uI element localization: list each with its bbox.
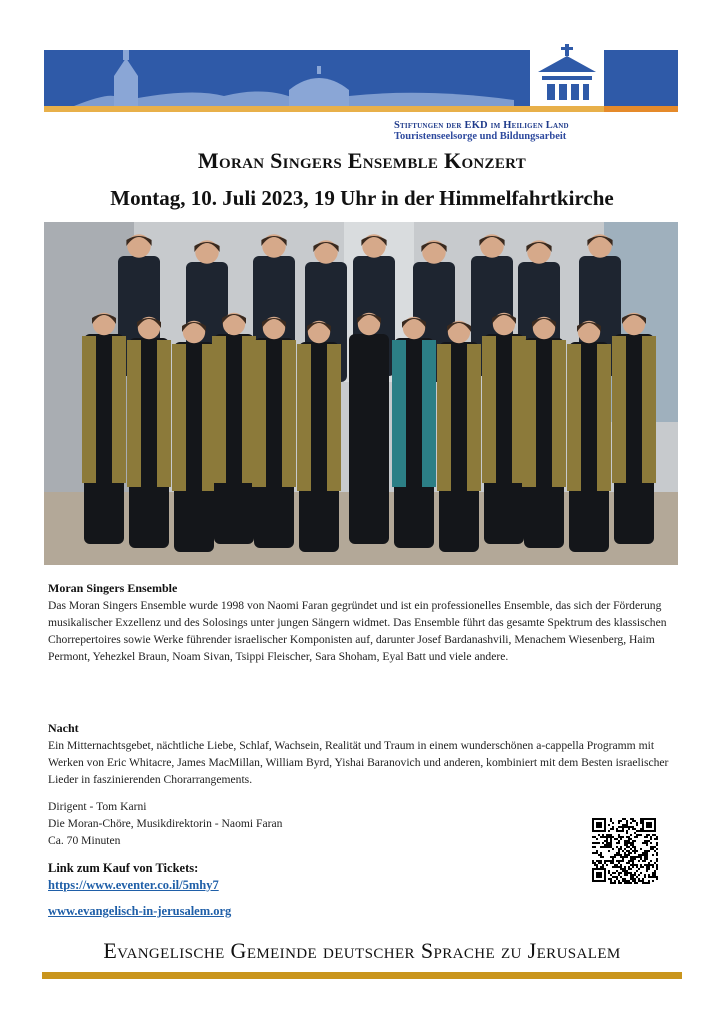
- tickets-section: [48, 860, 219, 894]
- website-link[interactable]: www.evangelisch-in-jerusalem.org: [48, 904, 232, 918]
- singer-front-2: [172, 321, 216, 552]
- about-text: Das Moran Singers Ensemble wurde 1998 von Naomi Faran gegründet und ist ein professionelles Ensemble, das sich der Förderung musikalischer Exzellenz und des Solosings unter jungen Sängern widmet. Das Ensemble führt das gesamte Spektrum des klassischen Chorrepertoires sowie Werke führender israelischer Komponisten auf, darunter Josef Bardanashvili, Menachem Wiesenberg, Haim Permont, Yehezkel Braun, Noam Sivan, Tsippi Fleischer, Sara Shoham, Eyal Batt und viele andere.: [48, 599, 667, 663]
- organization-lines: [394, 120, 684, 142]
- singer-front-6: [349, 313, 389, 544]
- about-section: [48, 580, 678, 665]
- details-section: [48, 798, 678, 849]
- header-banner: [44, 44, 678, 114]
- org-line-2: Touristenseelsorge und Bildungsarbeit: [394, 131, 567, 142]
- singer-front-0: [82, 313, 126, 544]
- event-date: Montag, 10. Juli 2023, 19 Uhr in der Himmelfahrtkirche: [110, 186, 614, 210]
- tickets-label: Link zum Kauf von Tickets:: [48, 861, 199, 875]
- singer-front-4: [252, 317, 296, 548]
- qr-code-icon[interactable]: [592, 818, 658, 884]
- page-title: Moran Singers Ensemble Konzert: [197, 148, 527, 173]
- tickets-link[interactable]: https://www.eventer.co.il/5mhy7: [48, 878, 219, 892]
- program-section: [48, 720, 678, 788]
- singer-front-10: [522, 317, 566, 548]
- about-heading: Moran Singers Ensemble: [48, 581, 178, 595]
- singer-front-8: [437, 321, 481, 552]
- program-heading: Nacht: [48, 721, 79, 735]
- website-section: [48, 904, 231, 919]
- footer-title: Evangelische Gemeinde deutscher Sprache zu Jerusalem: [103, 938, 621, 963]
- singer-front-3: [212, 313, 256, 544]
- group-photo-icon: [44, 222, 678, 565]
- singer-front-11: [567, 321, 611, 552]
- program-text: Ein Mitternachtsgebet, nächtliche Liebe, Schlaf, Wachsein, Realität und Traum in einem wunderschönen a-cappella Programm mit Werken von Eric Whitacre, James MacMillan, William Byrd, Yishai Baranovich und anderen, kombiniert mit dem Besten israelischer Lieder in faszinierenden Chorarrangements.: [48, 739, 669, 786]
- singer-front-12: [612, 313, 656, 544]
- singer-front-9: [482, 313, 526, 544]
- director-line: Die Moran-Chöre, Musikdirektorin - Naomi Faran: [48, 817, 283, 830]
- singer-front-7: [392, 317, 436, 548]
- footer-bar: [42, 972, 682, 979]
- org-line-1: Stiftungen der EKD im Heiligen Land: [394, 120, 569, 131]
- group-photo: [44, 222, 678, 565]
- singer-front-1: [127, 317, 171, 548]
- singer-front-5: [297, 321, 341, 552]
- duration-line: Ca. 70 Minuten: [48, 834, 121, 847]
- church-skyline-logo: [44, 44, 678, 114]
- conductor-line: Dirigent - Tom Karni: [48, 800, 147, 813]
